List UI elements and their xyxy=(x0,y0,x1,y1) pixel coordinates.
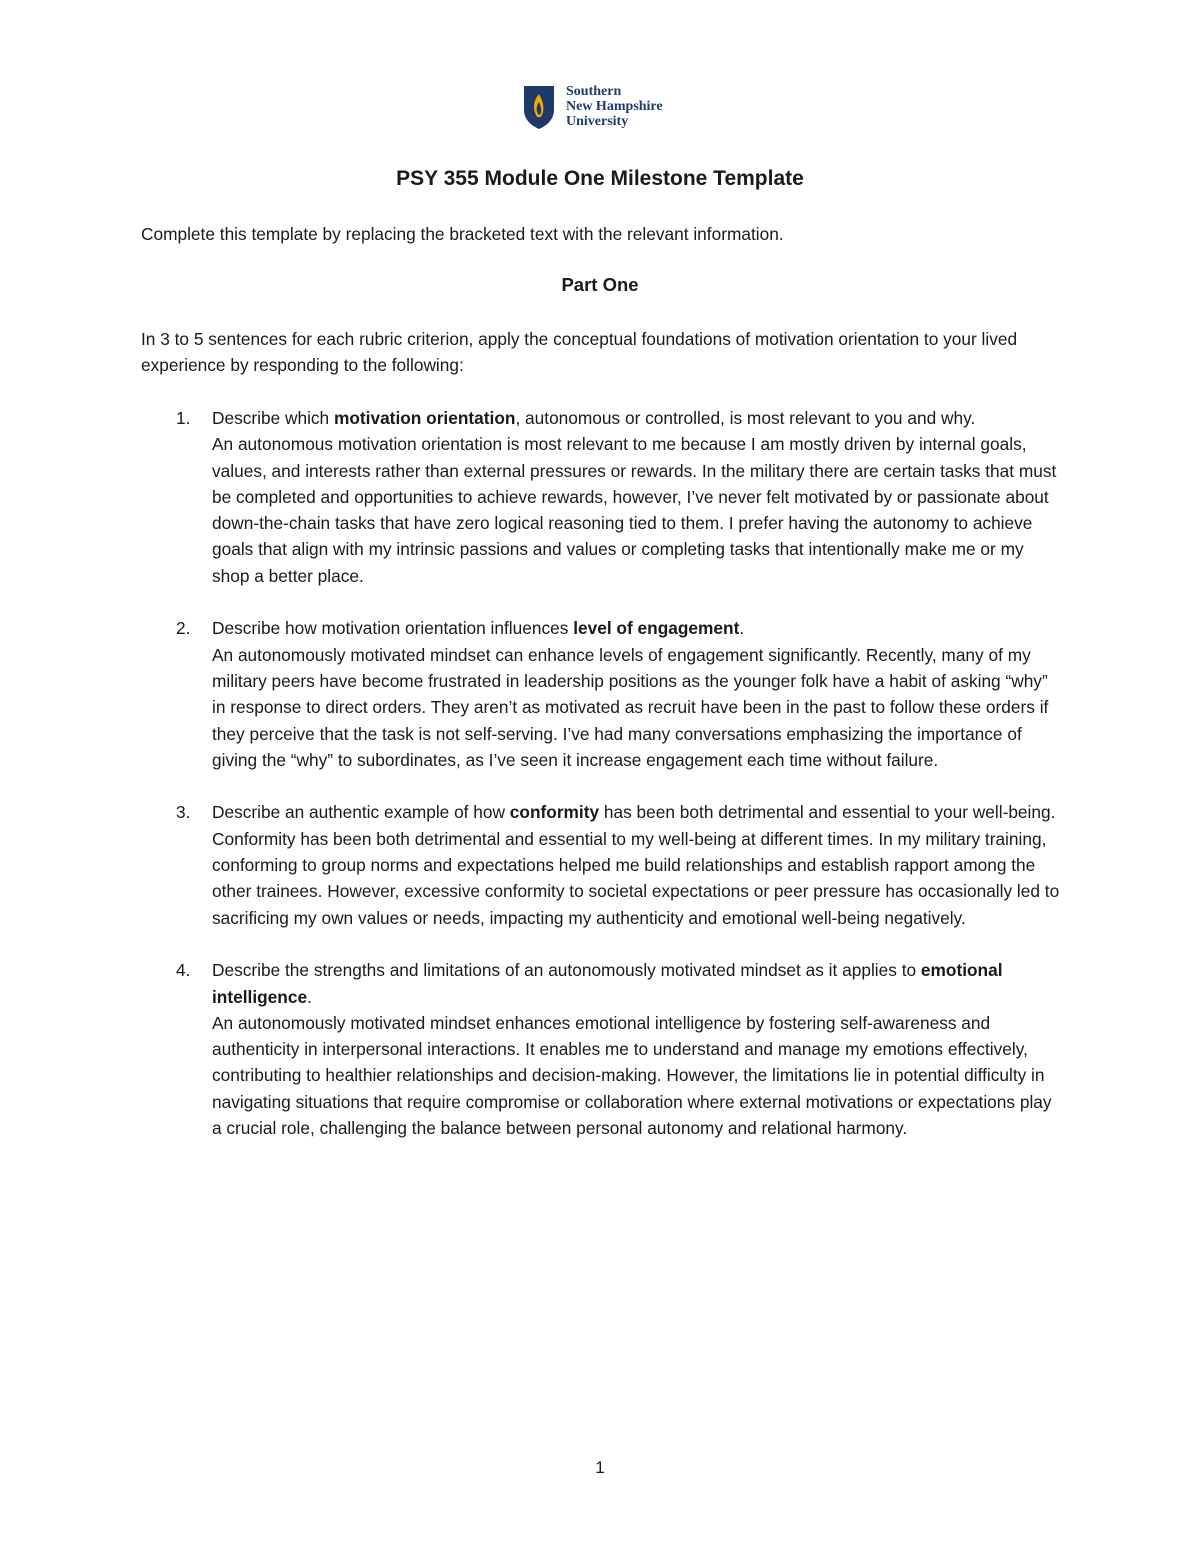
question-keyword: level of engagement xyxy=(573,618,740,639)
question-number: 3. xyxy=(176,802,191,823)
question-text-after: . xyxy=(307,986,312,1007)
question-number: 4. xyxy=(176,960,191,981)
question-number: 2. xyxy=(176,618,191,639)
question-item xyxy=(141,405,1061,589)
question-text xyxy=(212,957,1061,1010)
question-text-before: Describe an authentic example of how xyxy=(212,802,510,823)
question-text-before: Describe which xyxy=(212,408,334,428)
intro-text: Complete this template by replacing the bracketed text with the relevant information. xyxy=(141,224,784,244)
question-text xyxy=(212,799,1061,825)
logo-line-3: University xyxy=(566,114,629,129)
question-text-before: Describe the strengths and limitations of an autonomously motivated mindset as it applies to xyxy=(212,960,921,981)
question-text xyxy=(212,405,1061,431)
question-number: 1. xyxy=(176,408,191,428)
document-title: PSY 355 Module One Milestone Template xyxy=(396,167,804,190)
question-text xyxy=(212,615,1061,641)
prompt-text: In 3 to 5 sentences for each rubric criterion, apply the conceptual foundations of motivation orientation to your lived experience by responding to the following: xyxy=(141,329,1018,376)
question-item xyxy=(141,957,1061,1141)
question-text-after: has been both detrimental and essential to your well-being. xyxy=(599,802,1056,823)
answer-text: Conformity has been both detrimental and essential to my well-being at different times. In my military training, conforming to group norms and expectations helped me build relationships and establish rapport among the other trainees. However, excessive conformity to societal expectations or peer pressure has occasionally led to sacrificing my own values or needs, impacting my authenticity and emotional well-being negatively. xyxy=(212,828,1060,928)
question-list xyxy=(141,405,1061,1168)
logo-line-2: New Hampshire xyxy=(566,99,663,114)
logo-wordmark xyxy=(566,84,663,129)
question-keyword: motivation orientation xyxy=(333,408,516,428)
question-item xyxy=(141,799,1061,930)
question-keyword: conformity xyxy=(509,802,600,823)
question-item xyxy=(141,615,1061,773)
question-text-before: Describe how motivation orientation influences xyxy=(212,618,574,639)
university-logo xyxy=(522,84,663,130)
logo-line-1: Southern xyxy=(566,84,622,99)
question-text-after: , autonomous or controlled, is most relevant to you and why. xyxy=(515,408,976,428)
shield-flame-icon xyxy=(522,84,556,130)
question-text-after: . xyxy=(739,618,745,639)
page-number: 1 xyxy=(595,1458,605,1477)
section-title: Part One xyxy=(561,274,639,295)
answer-text: An autonomous motivation orientation is most relevant to me because I am mostly driven by internal goals, values, and interests rather than external pressures or rewards. In the military there are certain tasks that must be completed and opportunities to achieve rewards, however, I’ve never felt motivated by or passionate about down-the-chain tasks that have zero logical reasoning tied to them. I prefer having the autonomy to achieve goals that align with my intrinsic passions and values or completing tasks that intentionally make me or my shop a better place. xyxy=(212,434,1057,586)
question-keyword: emotional intelligence xyxy=(212,960,1003,1007)
answer-text: An autonomously motivated mindset can enhance levels of engagement significantly. Recently, many of my military peers have become frustrated in leadership positions as the younger folk have a habit of asking “why” in response to direct orders. They aren’t as motivated as recruit have been in the past to follow these orders if they perceive that the task is not self-serving. I’ve had many conversations emphasizing the importance of giving the “why” to subordinates, as I’ve seen it increase engagement each time without failure. xyxy=(212,644,1049,770)
answer-text: An autonomously motivated mindset enhances emotional intelligence by fostering self-awareness and authenticity in interpersonal interactions. It enables me to understand and manage my emotions effectively, contributing to healthier relationships and decision-making. However, the limitations lie in potential difficulty in navigating situations that require compromise or collaboration where external motivations or expectations play a crucial role, challenging the balance between personal autonomy and relational harmony. xyxy=(212,1012,1052,1139)
